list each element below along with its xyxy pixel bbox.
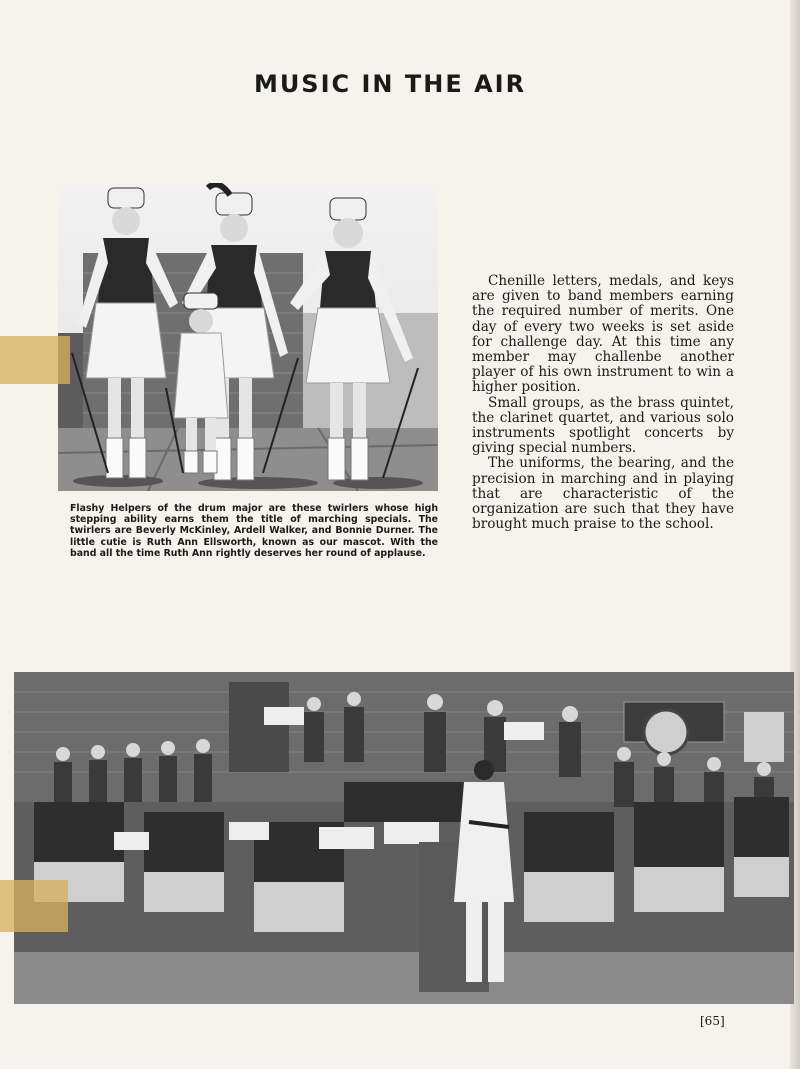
band-photo	[14, 672, 794, 1004]
article-text	[472, 274, 734, 532]
tape-mark	[0, 336, 70, 384]
tape-mark	[0, 880, 68, 932]
article-paragraph: Chenille letters, medals, and keys are given to band members earning the required number of merits. One day of every two weeks is set aside for challenge day. At this time any member may challenbe another player of his own instrument to win a higher position.	[472, 273, 734, 396]
article-paragraph: The uniforms, the bearing, and the precision in marching and in playing that are characteristic of the organization are such that they have brought much praise to the school.	[472, 455, 734, 533]
page-number: [65]	[700, 1014, 725, 1028]
page-title: MUSIC IN THE AIR	[253, 70, 527, 99]
twirlers-photo	[58, 183, 438, 491]
twirlers-photo-caption: Flashy Helpers of the drum major are these twirlers whose high stepping ability earns them the title of marching specials. The twirlers are Beverly McKinley, Ardell Walker, and Bonnie Durner. The little cutie is Ruth Ann Ellsworth, known as our mascot. With the band all the time Ruth Ann rightly deserves her round of applause.	[70, 503, 438, 559]
article-paragraph: Small groups, as the brass quintet, the clarinet quartet, and various solo instruments spotlight concerts by giving special numbers.	[472, 394, 734, 457]
